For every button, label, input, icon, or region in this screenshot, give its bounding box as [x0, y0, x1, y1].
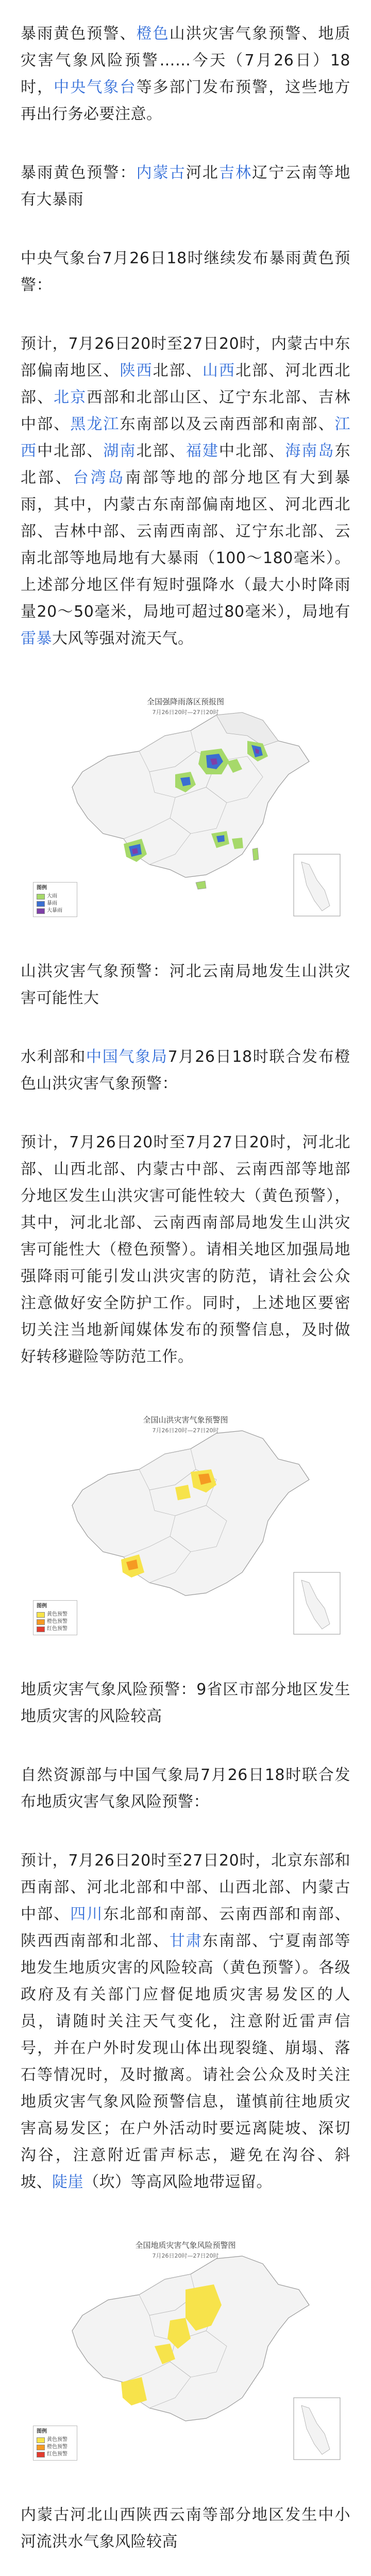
- legend-item: [37, 907, 74, 914]
- link-hainan-island[interactable]: 海南岛: [285, 442, 335, 460]
- text: 水利部和: [21, 1048, 86, 1066]
- rainstorm-forecast: [21, 331, 350, 652]
- figure-legend: [33, 2426, 77, 2461]
- intro-paragraph: [21, 21, 350, 128]
- figure-subtitle: 7月26日20时—27日20时: [152, 1427, 219, 1434]
- text: （坎）等高风险地带逗留。: [83, 2173, 272, 2191]
- text: 预计，7月26日20时至27日20时，北京东部和西南部、河北北部和中部、山西北部、内蒙古中部、: [21, 1852, 350, 1923]
- figure-title: 全国山洪灾害气象预警图: [143, 1415, 228, 1425]
- text: 北部、: [153, 362, 203, 380]
- legend-title: 图例: [37, 885, 47, 891]
- link-heilongjiang[interactable]: 黑龙江: [70, 415, 120, 433]
- text: 预计，7月26日20时至27日20时，内蒙古中东部偏南地区、: [21, 335, 350, 380]
- text: 山洪灾害气象预警、地质灾害气象风险预警……今天（7月26日）18时，: [21, 25, 351, 96]
- legend-item: [37, 2436, 74, 2444]
- link-shaanxi[interactable]: 陕西: [120, 362, 153, 380]
- legend-item: [37, 2444, 74, 2451]
- swatch: [37, 1626, 45, 1632]
- geological-intro: 自然资源部与中国气象局7月26日18时联合发布地质灾害气象风险预警：: [21, 1766, 350, 1811]
- text: 东北部和南部、云南西部和南部、陕西西南部和北部、: [21, 1905, 351, 1950]
- heading-geological: 地质灾害气象风险预警：9省区市部分地区发生地质灾害的风险较高: [21, 1681, 350, 1725]
- link-beijing[interactable]: 北京: [54, 388, 87, 406]
- swatch: [37, 2437, 45, 2443]
- text: 7月26日18时联合发布橙色山洪灾害气象预警：: [21, 1048, 351, 1093]
- legend-item: [37, 900, 74, 907]
- figure-title: 全国强降雨落区预报图: [146, 697, 224, 706]
- heading-river-flood: 内蒙古河北山西陕西云南等部分地区发生中小河流洪水气象风险较高: [21, 2506, 350, 2551]
- flash-flood-map: [21, 1402, 350, 1645]
- legend-item: [37, 1611, 74, 1618]
- link-cliff[interactable]: 陡崖: [52, 2173, 83, 2191]
- legend-title: 图例: [37, 2429, 47, 2434]
- legend-label: 橙色预警: [47, 1619, 68, 1624]
- text: 东北部、: [21, 442, 351, 487]
- link-sichuan[interactable]: 四川: [70, 1905, 104, 1923]
- legend-label: 红色预警: [47, 2451, 68, 2457]
- link-shanxi[interactable]: 山西: [202, 362, 236, 380]
- swatch: [37, 894, 45, 900]
- link-cma[interactable]: 中国气象局: [86, 1048, 168, 1066]
- swatch: [37, 901, 45, 907]
- link-jilin[interactable]: 吉林: [218, 164, 252, 182]
- figure-subtitle: 7月26日20时—27日20时: [152, 2252, 219, 2259]
- text: 西部和北部山区、辽宁东北部、吉林中部、: [21, 388, 351, 433]
- legend-label: 黄色预警: [47, 1612, 68, 1617]
- text: 中北部、: [37, 442, 104, 460]
- link-fujian[interactable]: 福建: [185, 442, 220, 460]
- link-gansu[interactable]: 甘肃: [169, 1932, 203, 1950]
- legend-item: [37, 893, 74, 900]
- link-jiangxi[interactable]: 江西: [21, 415, 351, 460]
- figure-legend: [33, 882, 77, 917]
- link-inner-mongolia[interactable]: 内蒙古: [136, 164, 186, 182]
- text: 辽宁云南等地有大暴雨: [21, 164, 351, 209]
- legend-item: [37, 2451, 74, 2458]
- text: 河北: [185, 164, 219, 182]
- legend-label: 黄色预警: [47, 2437, 68, 2443]
- text: 北部、河北西北部、: [21, 362, 351, 406]
- swatch: [37, 2452, 45, 2458]
- figure-subtitle: 7月26日20时—27日20时: [152, 709, 219, 716]
- link-taiwan-island[interactable]: 台湾岛: [73, 469, 126, 487]
- legend-item: [37, 1625, 74, 1633]
- flash-flood-intro: [21, 1044, 350, 1097]
- swatch: [37, 1619, 45, 1625]
- swatch: [37, 2445, 45, 2450]
- text: 暴雨黄色预警：: [21, 164, 137, 182]
- heading-flash-flood: 山洪灾害气象预警：河北云南局地发生山洪灾害可能性大: [21, 962, 350, 1007]
- geological-forecast: [21, 1848, 350, 2196]
- legend-label: 橙色预警: [47, 2444, 68, 2450]
- legend-label: 红色预警: [47, 1626, 68, 1632]
- text: 中北部、: [219, 442, 285, 460]
- flash-flood-forecast: 预计，7月26日20时至7月27日20时，河北北部、山西北部、内蒙古中部、云南西部等地部分地区发生山洪灾害可能性较大（黄色预警），其中，河北北部、云南西南部局地发生山洪灾害可能性大（橙色预警）。请相关地区加强局地强降雨可能引发山洪灾害的防范，请社会公众注意做好安全防护工作。同时，上述地区要密切关注当地新闻媒体发布的预警信息，及时做好转移避险等防范工作。: [21, 1133, 350, 1366]
- text: 等多部门发布预警，这些地方再出行务必要注意。: [21, 78, 351, 123]
- legend-label: 暴雨: [47, 901, 57, 906]
- legend-item: [37, 1618, 74, 1625]
- heading-rainstorm: [21, 160, 350, 213]
- legend-label: 大雨: [47, 893, 57, 899]
- link-central-meteorological-observatory[interactable]: 中央气象台: [54, 78, 137, 96]
- text: 大风等强对流天气。: [52, 630, 194, 648]
- figure-title: 全国地质灾害气象风险预警图: [135, 2241, 236, 2250]
- rainstorm-intro: 中央气象台7月26日18时继续发布暴雨黄色预警：: [21, 249, 350, 294]
- text: 东南部、宁夏南部等地发生地质灾害的风险较高（黄色预警）。各级政府及有关部门应督促地质灾害易发区的人员，请随时关注天气变化，注意附近雷声信号，并在户外时发现山体出现裂缝、崩塌、落石等情况时，及时撤离。请社会公众及时关注地质灾害气象风险预警信息，谨慎前往地质灾害高易发区；在户外活动时要远离陡坡、深切沟谷，注意附近雷声标志，避免在沟谷、斜坡、: [21, 1932, 351, 2191]
- rainfall-forecast-map: [21, 684, 350, 926]
- link-hunan[interactable]: 湖南: [103, 442, 137, 460]
- text: 东南部以及云南西部和南部、: [120, 415, 335, 433]
- link-orange[interactable]: 橙色: [136, 25, 170, 43]
- text: 北部、: [136, 442, 186, 460]
- legend-title: 图例: [37, 1603, 47, 1609]
- text: 南部等地的部分地区有大到暴雨，其中，内蒙古东南部偏南地区、河北西北部、吉林中部、云南西南部、辽宁东北部、云南北部等地局地有大暴雨（100～180毫米）。上述部分地区伴有短时强降水（最大小时降雨量20～50毫米，局地可超过80毫米），局地有: [21, 469, 351, 621]
- swatch: [37, 1612, 45, 1618]
- legend-label: 大暴雨: [47, 908, 62, 913]
- figure-legend: [33, 1600, 77, 1635]
- geological-risk-map: [21, 2228, 350, 2470]
- text: 暴雨黄色预警、: [21, 25, 137, 43]
- swatch: [37, 908, 45, 914]
- link-thunderstorm[interactable]: 雷暴: [21, 630, 52, 648]
